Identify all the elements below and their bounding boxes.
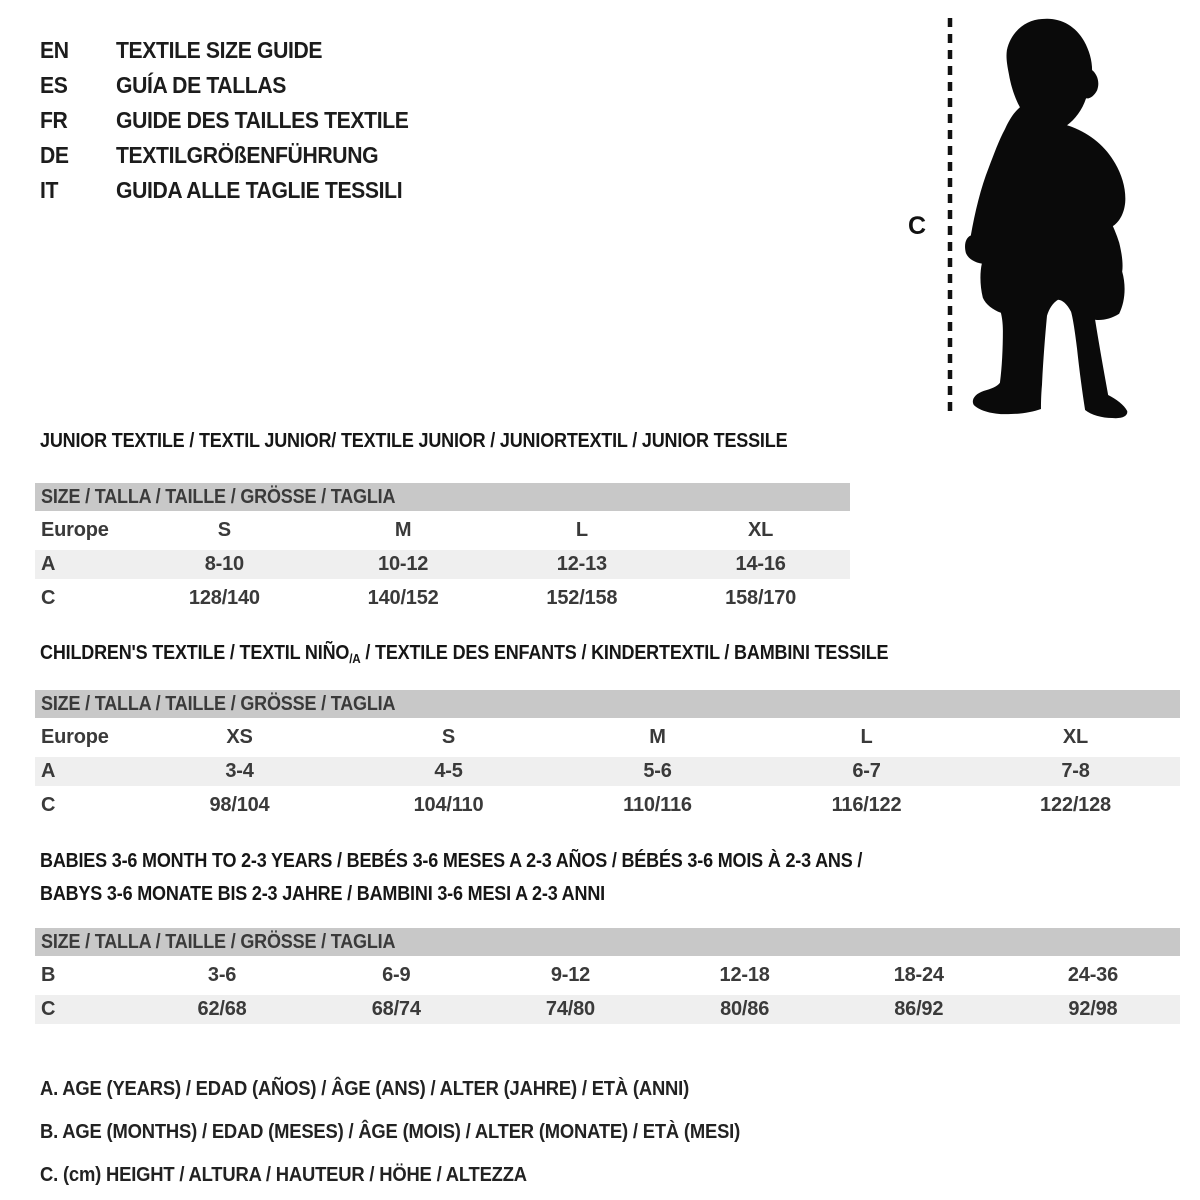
- table-row: [35, 791, 1180, 820]
- footnote-text: B. AGE (MONTHS) / EDAD (MESES) / ÂGE (MOIS) / ALTER (MONATE) / ETÀ (MESI): [40, 1121, 741, 1143]
- table-row: [35, 516, 850, 545]
- table-row: [35, 723, 1180, 752]
- lang-code: FR: [40, 107, 68, 133]
- cell: 18-24: [893, 964, 944, 986]
- cell: 9-12: [550, 964, 591, 986]
- title-subscript: /A: [349, 651, 361, 666]
- section-title: JUNIOR TEXTILE / TEXTIL JUNIOR/ TEXTILE JUNIOR / JUNIORTEXTIL / JUNIOR TESSILE: [40, 430, 788, 452]
- section-title-line1: BABIES 3-6 MONTH TO 2-3 YEARS / BEBÉS 3-6 MESES A 2-3 AÑOS / BÉBÉS 3-6 MOIS À 2-3 ANS /: [40, 850, 863, 872]
- cell: 3-6: [207, 964, 237, 986]
- table-row: [35, 961, 1180, 990]
- lang-row-fr: [40, 103, 434, 138]
- babies-size-table: [35, 928, 1180, 1024]
- cell: 86/92: [894, 998, 944, 1020]
- cell: 3-4: [225, 760, 254, 782]
- cell: 116/122: [831, 794, 902, 816]
- cell: 98/104: [209, 794, 270, 816]
- lang-row-es: [40, 68, 434, 103]
- height-c-label: C: [908, 212, 927, 240]
- lang-code: ES: [40, 72, 68, 98]
- cell: 104/110: [413, 794, 484, 816]
- section-title-line2: BABYS 3-6 MONATE BIS 2-3 JAHRE / BAMBINI 3-6 MESI A 2-3 ANNI: [40, 883, 605, 905]
- cell: 110/116: [623, 794, 692, 816]
- cell: 10-12: [378, 553, 429, 575]
- footnote-b: [40, 1111, 801, 1154]
- lang-row-en: [40, 33, 434, 68]
- cell: 140/152: [367, 587, 439, 609]
- lang-title: TEXTILE SIZE GUIDE: [116, 37, 323, 63]
- cell: M: [394, 519, 412, 541]
- table-row: [35, 584, 850, 613]
- row-label: Europe: [41, 519, 109, 541]
- table-row: [35, 995, 1180, 1024]
- junior-size-table: [35, 483, 850, 613]
- cell: L: [860, 726, 873, 748]
- height-dashed-line: [946, 18, 954, 416]
- size-header-label: SIZE / TALLA / TAILLE / GRÖSSE / TAGLIA: [41, 693, 396, 715]
- lang-title: GUIDE DES TAILLES TEXTILE: [116, 107, 409, 133]
- cell: M: [649, 726, 666, 748]
- size-header-bar: [35, 483, 850, 511]
- lang-code: IT: [40, 177, 59, 203]
- cell: XL: [748, 519, 774, 541]
- legend-footnotes: [40, 1068, 801, 1197]
- section-children: [0, 642, 1200, 842]
- cell: 4-5: [434, 760, 463, 782]
- row-label: C: [41, 998, 56, 1020]
- toddler-silhouette-icon: [958, 13, 1140, 419]
- cell: XL: [1062, 726, 1089, 748]
- cell: 12-18: [719, 964, 770, 986]
- cell: 128/140: [188, 587, 260, 609]
- cell: S: [217, 519, 231, 541]
- section-title: [40, 642, 888, 666]
- lang-title: TEXTILGRÖßENFÜHRUNG: [116, 142, 379, 168]
- row-label: C: [41, 794, 56, 816]
- cell: 80/86: [720, 998, 770, 1020]
- cell: 68/74: [371, 998, 421, 1020]
- cell: 122/128: [1040, 794, 1111, 816]
- row-label: C: [41, 587, 56, 609]
- row-label: B: [41, 964, 56, 986]
- section-junior: [0, 430, 1200, 630]
- section-babies: [0, 850, 1200, 1035]
- table-row: [35, 550, 850, 579]
- size-header-bar: [35, 928, 1180, 956]
- row-label: A: [41, 553, 56, 575]
- cell: 12-13: [556, 553, 607, 575]
- row-label: Europe: [41, 726, 109, 748]
- cell: 6-7: [852, 760, 881, 782]
- footnote-text: C. (cm) HEIGHT / ALTURA / HAUTEUR / HÖHE / ALTEZZA: [40, 1164, 527, 1186]
- cell: 92/98: [1068, 998, 1118, 1020]
- lang-title: GUIDA ALLE TAGLIE TESSILI: [116, 177, 403, 203]
- lang-row-it: [40, 173, 434, 208]
- children-size-table: [35, 690, 1180, 820]
- table-row: [35, 757, 1180, 786]
- cell: 74/80: [545, 998, 595, 1020]
- cell: 14-16: [735, 553, 786, 575]
- language-title-list: [40, 33, 434, 208]
- cell: S: [441, 726, 456, 748]
- size-header-bar: [35, 690, 1180, 718]
- lang-title: GUÍA DE TALLAS: [116, 72, 286, 98]
- cell: 62/68: [197, 998, 247, 1020]
- size-header-label: SIZE / TALLA / TAILLE / GRÖSSE / TAGLIA: [41, 486, 396, 508]
- title-part: CHILDREN'S TEXTILE / TEXTIL NIÑO: [40, 642, 350, 664]
- lang-code: EN: [40, 37, 69, 63]
- footnote-text: A. AGE (YEARS) / EDAD (AÑOS) / ÂGE (ANS) / ALTER (JAHRE) / ETÀ (ANNI): [40, 1078, 690, 1100]
- footnote-c: [40, 1154, 801, 1197]
- cell: 6-9: [382, 964, 411, 986]
- title-part: / TEXTILE DES ENFANTS / KINDERTEXTIL / BAMBINI TESSILE: [360, 642, 889, 664]
- row-label: A: [41, 760, 56, 782]
- cell: 158/170: [725, 587, 797, 609]
- cell: XS: [226, 726, 253, 748]
- cell: 8-10: [204, 553, 244, 575]
- cell: 7-8: [1061, 760, 1090, 782]
- size-header-label: SIZE / TALLA / TAILLE / GRÖSSE / TAGLIA: [41, 931, 396, 953]
- cell: L: [575, 519, 588, 541]
- cell: 5-6: [643, 760, 672, 782]
- lang-code: DE: [40, 142, 69, 168]
- lang-row-de: [40, 138, 434, 173]
- cell: 24-36: [1067, 964, 1119, 986]
- footnote-a: [40, 1068, 801, 1111]
- cell: 152/158: [546, 587, 618, 609]
